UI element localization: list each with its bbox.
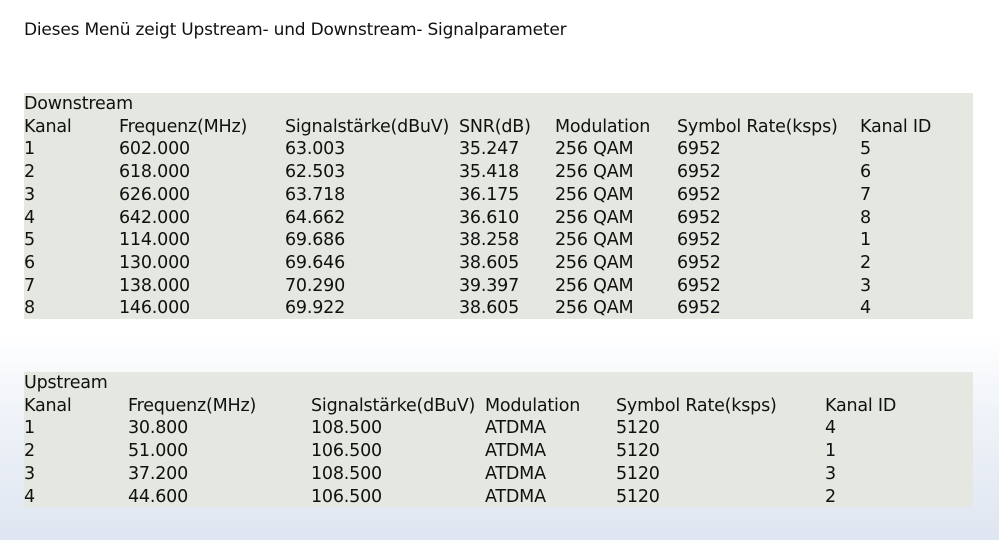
table-cell: 6952 [677, 275, 721, 296]
header-modulation: Modulation [485, 395, 581, 416]
table-cell: 63.003 [285, 139, 346, 160]
table-cell: 146.000 [119, 298, 190, 319]
header-frequenz: Frequenz(MHz) [128, 395, 257, 416]
upstream-header-row [24, 395, 973, 418]
upstream-row [24, 417, 973, 440]
table-cell: 6952 [677, 252, 721, 273]
header-frequenz: Frequenz(MHz) [119, 116, 248, 137]
downstream-header-row [24, 116, 973, 139]
table-cell: 6952 [677, 139, 721, 160]
table-cell: 5 [24, 230, 35, 251]
table-cell: 3 [860, 275, 871, 296]
table-cell: 63.718 [285, 184, 346, 205]
table-cell: 108.500 [311, 418, 382, 439]
table-cell: 114.000 [119, 230, 190, 251]
table-cell: 4 [24, 486, 35, 507]
table-cell: ATDMA [485, 441, 546, 462]
table-cell: 69.646 [285, 252, 346, 273]
header-signalstaerke: Signalstärke(dBuV) [285, 116, 450, 137]
table-cell: 6952 [677, 207, 721, 228]
table-cell: 38.605 [459, 252, 520, 273]
table-cell: 1 [24, 139, 35, 160]
upstream-row [24, 440, 973, 463]
table-cell: 38.605 [459, 298, 520, 319]
table-cell: 44.600 [128, 486, 189, 507]
table-cell: 38.258 [459, 230, 520, 251]
table-cell: 35.418 [459, 162, 520, 183]
header-kanal: Kanal [24, 395, 72, 416]
table-cell: 51.000 [128, 441, 189, 462]
table-cell: 5 [860, 139, 871, 160]
table-cell: 618.000 [119, 162, 190, 183]
downstream-row [24, 207, 973, 230]
table-cell: 256 QAM [555, 139, 634, 160]
table-cell: 69.686 [285, 230, 346, 251]
header-signalstaerke: Signalstärke(dBuV) [311, 395, 476, 416]
downstream-title: Downstream [24, 94, 133, 114]
table-cell: 256 QAM [555, 298, 634, 319]
table-cell: 5120 [616, 418, 660, 439]
upstream-row [24, 486, 973, 509]
table-cell: 70.290 [285, 275, 346, 296]
table-cell: 5120 [616, 463, 660, 484]
table-cell: 1 [825, 441, 836, 462]
table-cell: 6 [860, 162, 871, 183]
table-cell: 7 [24, 275, 35, 296]
table-cell: 6952 [677, 298, 721, 319]
table-cell: 36.610 [459, 207, 520, 228]
upstream-table [24, 372, 973, 508]
table-cell: 626.000 [119, 184, 190, 205]
downstream-panel [24, 93, 973, 319]
table-cell: 2 [825, 486, 836, 507]
table-cell: ATDMA [485, 418, 546, 439]
table-cell: 2 [24, 441, 35, 462]
table-cell: 4 [860, 298, 871, 319]
table-cell: 30.800 [128, 418, 189, 439]
table-cell: 106.500 [311, 486, 382, 507]
downstream-table [24, 93, 973, 320]
header-snr: SNR(dB) [459, 116, 531, 137]
page-heading: Dieses Menü zeigt Upstream- und Downstream- Signalparameter [24, 20, 567, 40]
table-cell: 3 [825, 463, 836, 484]
table-cell: 1 [24, 418, 35, 439]
table-cell: 36.175 [459, 184, 520, 205]
table-cell: 602.000 [119, 139, 190, 160]
table-cell: 35.247 [459, 139, 520, 160]
table-cell: 106.500 [311, 441, 382, 462]
upstream-panel [24, 372, 973, 507]
downstream-row [24, 297, 973, 320]
downstream-row [24, 275, 973, 298]
upstream-title: Upstream [24, 373, 108, 393]
table-cell: 256 QAM [555, 162, 634, 183]
downstream-row [24, 138, 973, 161]
table-cell: 3 [24, 463, 35, 484]
downstream-row [24, 229, 973, 252]
table-cell: ATDMA [485, 486, 546, 507]
header-symbol-rate: Symbol Rate(ksps) [677, 116, 838, 137]
downstream-row [24, 252, 973, 275]
table-cell: 62.503 [285, 162, 346, 183]
table-cell: 138.000 [119, 275, 190, 296]
table-cell: 5120 [616, 441, 660, 462]
upstream-title-row [24, 372, 973, 395]
table-cell: 256 QAM [555, 207, 634, 228]
table-cell: 6952 [677, 230, 721, 251]
table-cell: 130.000 [119, 252, 190, 273]
table-cell: 4 [825, 418, 836, 439]
table-cell: 256 QAM [555, 230, 634, 251]
table-cell: 642.000 [119, 207, 190, 228]
table-cell: 69.922 [285, 298, 346, 319]
downstream-row [24, 184, 973, 207]
table-cell: 256 QAM [555, 184, 634, 205]
downstream-title-row [24, 93, 973, 116]
table-cell: 37.200 [128, 463, 189, 484]
header-symbol-rate: Symbol Rate(ksps) [616, 395, 777, 416]
table-cell: 5120 [616, 486, 660, 507]
table-cell: 1 [860, 230, 871, 251]
table-cell: 2 [860, 252, 871, 273]
table-cell: 256 QAM [555, 252, 634, 273]
table-cell: 2 [24, 162, 35, 183]
table-cell: 7 [860, 184, 871, 205]
header-kanal-id: Kanal ID [860, 116, 932, 137]
table-cell: ATDMA [485, 463, 546, 484]
table-cell: 39.397 [459, 275, 520, 296]
header-kanal-id: Kanal ID [825, 395, 897, 416]
upstream-row [24, 463, 973, 486]
table-cell: 64.662 [285, 207, 346, 228]
header-kanal: Kanal [24, 116, 72, 137]
table-cell: 6 [24, 252, 35, 273]
table-cell: 256 QAM [555, 275, 634, 296]
table-cell: 4 [24, 207, 35, 228]
table-cell: 108.500 [311, 463, 382, 484]
table-cell: 3 [24, 184, 35, 205]
table-cell: 6952 [677, 184, 721, 205]
table-cell: 6952 [677, 162, 721, 183]
header-modulation: Modulation [555, 116, 651, 137]
table-cell: 8 [860, 207, 871, 228]
table-cell: 8 [24, 298, 35, 319]
downstream-row [24, 161, 973, 184]
